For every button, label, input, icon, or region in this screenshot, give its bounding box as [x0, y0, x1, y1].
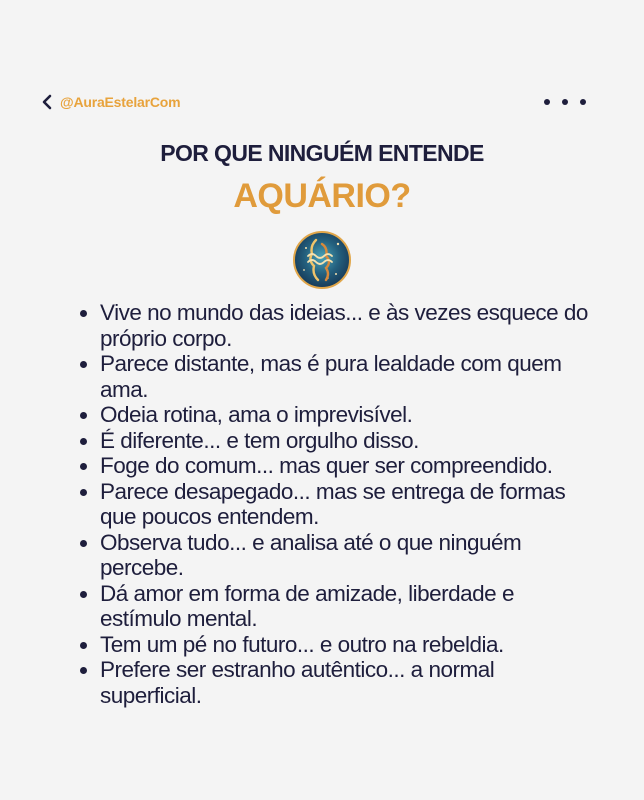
page-title: POR QUE NINGUÉM ENTENDE [160, 140, 484, 166]
list-item: Observa tudo... e analisa até o que ninguém percebe. [76, 530, 596, 581]
page-title-sign: AQUÁRIO? [233, 177, 411, 215]
more-dots-icon [544, 99, 550, 105]
list-item: Parece distante, mas é pura lealdade com quem ama. [76, 351, 596, 402]
post-header [40, 91, 586, 113]
list-item: Foge do comum... mas quer ser compreendido. [76, 453, 596, 479]
list-item: Tem um pé no futuro... e outro na rebeldia. [76, 632, 596, 658]
list-item: Vive no mundo das ideias... e às vezes esquece do próprio corpo. [76, 300, 596, 351]
account-handle[interactable]: @AuraEstelarCom [60, 94, 181, 110]
profile-link[interactable] [40, 93, 180, 111]
list-item: Prefere ser estranho autêntico... a normal superficial. [76, 657, 596, 708]
more-options-button[interactable] [544, 99, 586, 105]
list-item: Odeia rotina, ama o imprevisível. [76, 402, 596, 428]
aquarius-sign-icon [292, 230, 352, 290]
list-item: É diferente... e tem orgulho disso. [76, 428, 596, 454]
list-item: Parece desapegado... mas se entrega de formas que poucos entendem. [76, 479, 596, 530]
list-item: Dá amor em forma de amizade, liberdade e estímulo mental. [76, 581, 596, 632]
trait-list [76, 300, 596, 708]
chevron-left-icon[interactable] [40, 93, 54, 111]
